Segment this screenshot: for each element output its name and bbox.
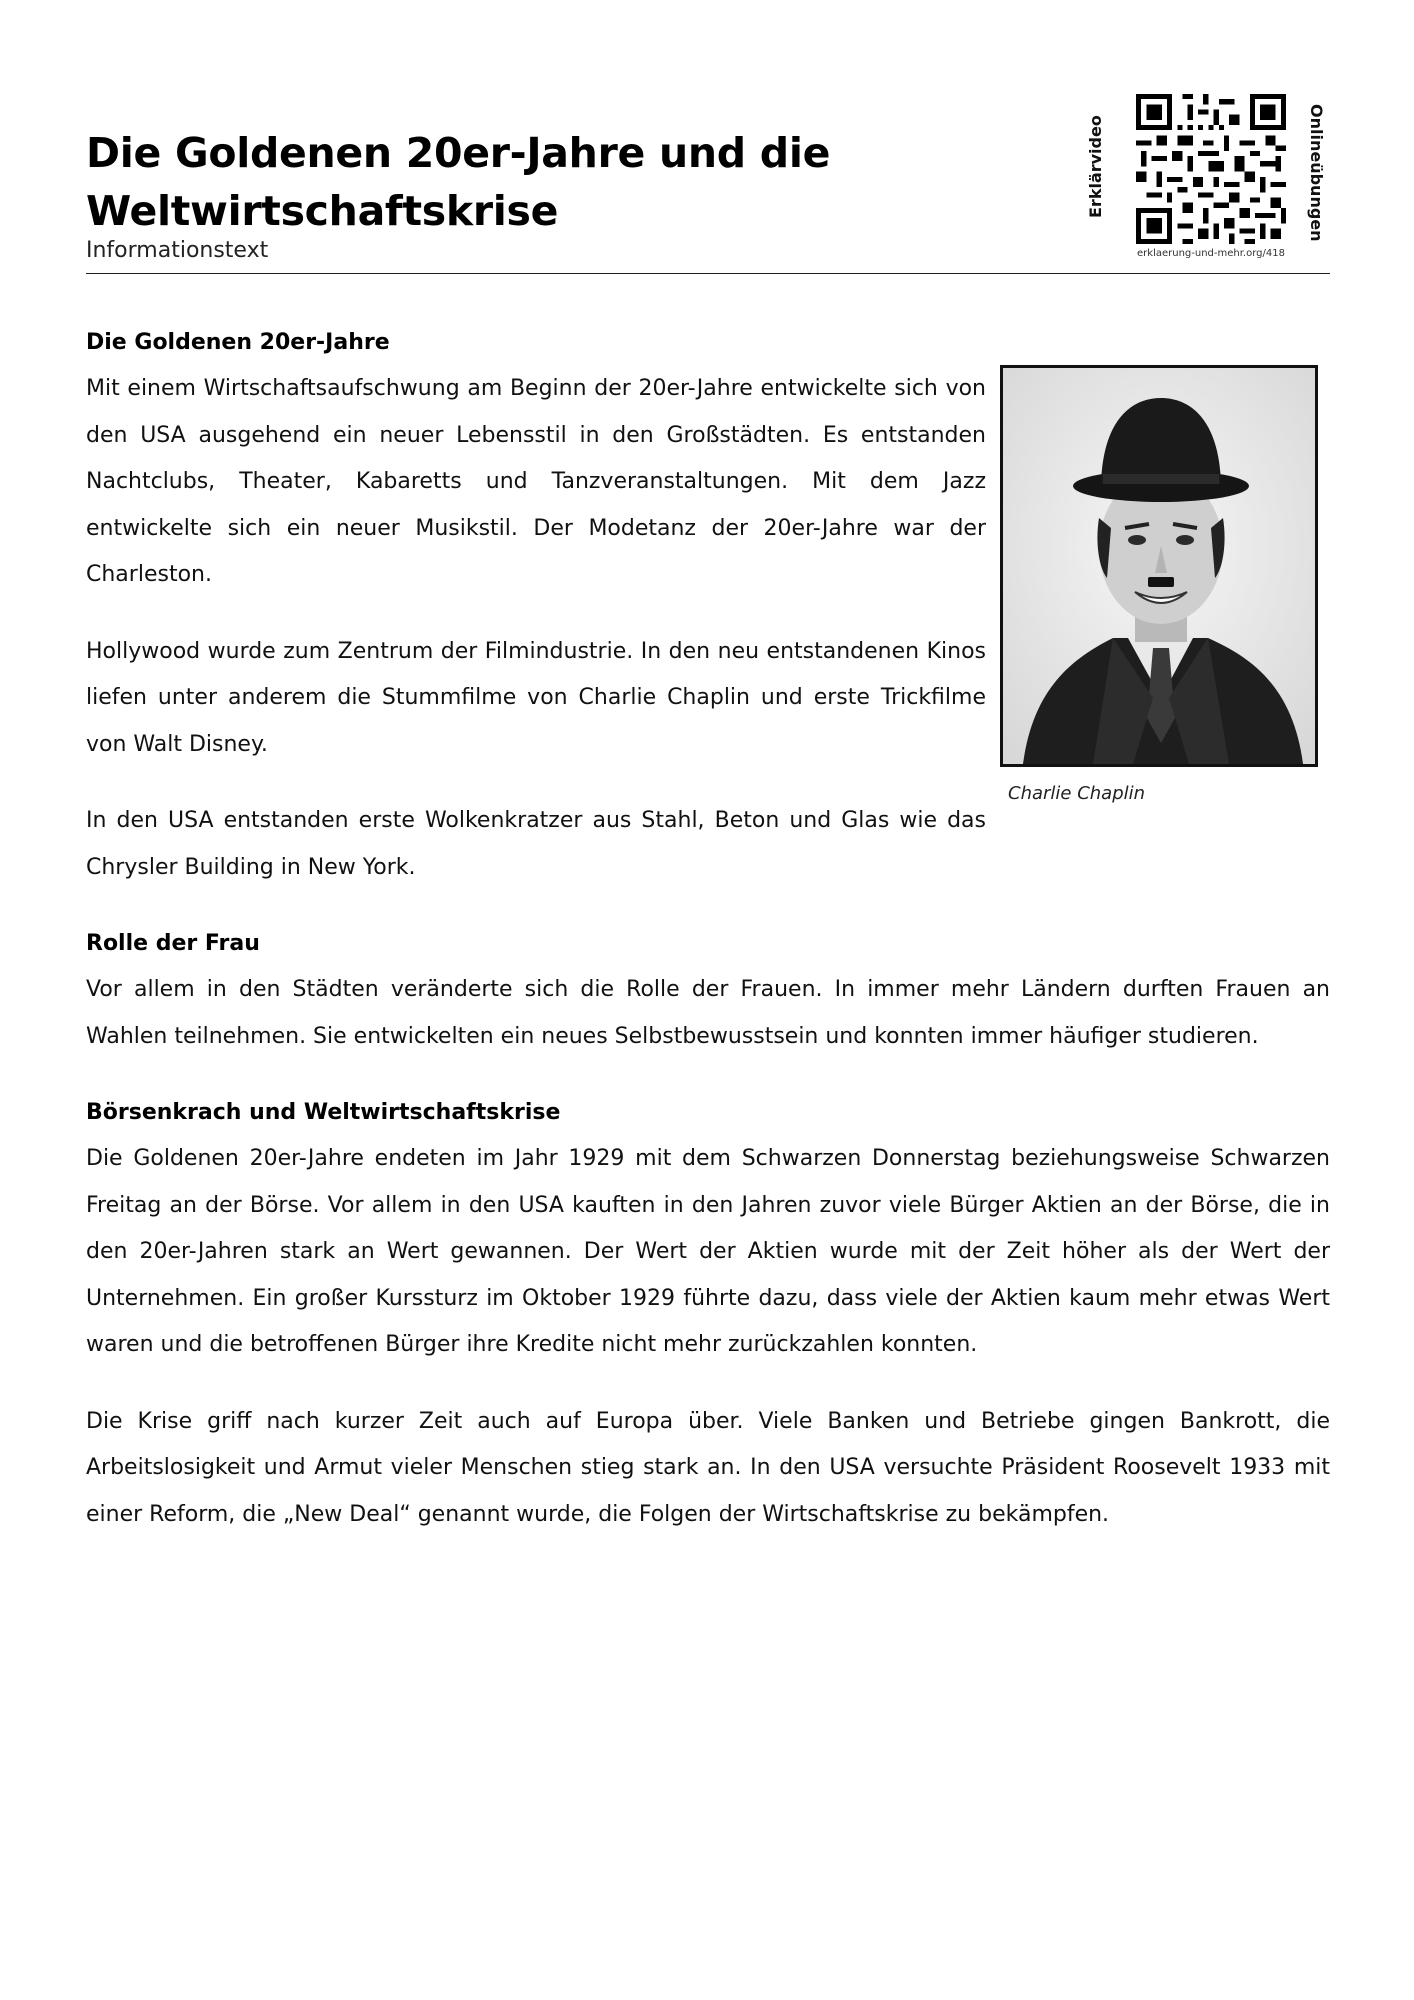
page-title: Die Goldenen 20er-Jahre und die Weltwirtschaftskrise <box>86 129 831 235</box>
paragraph: Hollywood wurde zum Zentrum der Filmindustrie. In den neu entstandenen Kinos liefen unter anderem die Stummfilme von Charlie Chaplin und erste Trickfilme von Walt Disney. <box>86 638 986 757</box>
section-heading: Börsenkrach und Weltwirtschaftskrise <box>86 1100 561 1125</box>
section-stock-crash <box>86 1090 1330 1538</box>
online-exercises-label[interactable]: Onlineübungen <box>1307 104 1326 242</box>
paragraph: Mit einem Wirtschaftsaufschwung am Beginn der 20er-Jahre entwickelte sich von den USA ausgehend ein neuer Lebensstil in den Großstädten. Es entstanden Nachtclubs, Theater, Kabaretts und Tanzveranstaltungen. Mit dem Jazz entwickelte sich ein neuer Musikstil. Der Modetanz der 20er-Jahre war der Charleston. <box>86 376 986 587</box>
qr-url[interactable]: erklaerung-und-mehr.org/418 <box>1137 248 1285 259</box>
paragraph: Die Krise griff nach kurzer Zeit auch auf Europa über. Viele Banken und Betriebe gingen Bankrott, die Arbeitslosigkeit und Armut vieler Menschen stieg stark an. In den USA versuchte Präsident Roosevelt 1933 mit einer Reform, die „New Deal“ genannt wurde, die Folgen der Wirtschaftskrise zu bekämpfen. <box>86 1408 1330 1527</box>
explainer-video-label[interactable]: Erklärvideo <box>1086 115 1105 218</box>
section-heading: Rolle der Frau <box>86 931 260 956</box>
section-heading: Die Goldenen 20er-Jahre <box>86 330 390 355</box>
paragraph: Vor allem in den Städten veränderte sich die Rolle der Frauen. In immer mehr Ländern durften Frauen an Wahlen teilnehmen. Sie entwickelten ein neues Selbstbewusstsein und konnten immer häufiger studieren. <box>86 977 1330 1049</box>
section-golden-twenties <box>86 320 1330 891</box>
section-role-of-women <box>86 921 1330 1060</box>
article-body <box>86 320 1330 1568</box>
paragraph: Die Goldenen 20er-Jahre endeten im Jahr 1929 mit dem Schwarzen Donnerstag beziehungsweise Schwarzen Freitag an der Börse. Vor allem in den USA kauften in den Jahren zuvor viele Bürger Aktien an der Börse, die in den 20er-Jahren stark an Wert gewannen. Der Wert der Aktien wurde mit der Zeit höher als der Wert der Unternehmen. Ein großer Kurssturz im Oktober 1929 führte dazu, dass viele der Aktien kaum mehr etwas Wert waren und die betroffenen Bürger ihre Kredite nicht mehr zurückzahlen konnten. <box>86 1146 1330 1357</box>
paragraph: In den USA entstanden erste Wolkenkratzer aus Stahl, Beton und Glas wie das Chrysler Building in New York. <box>86 808 986 880</box>
qr-code[interactable] <box>1136 94 1286 244</box>
page-subtitle: Informationstext <box>86 238 269 263</box>
photo-caption: Charlie Chaplin <box>1008 783 1146 804</box>
page-header <box>86 104 1330 274</box>
